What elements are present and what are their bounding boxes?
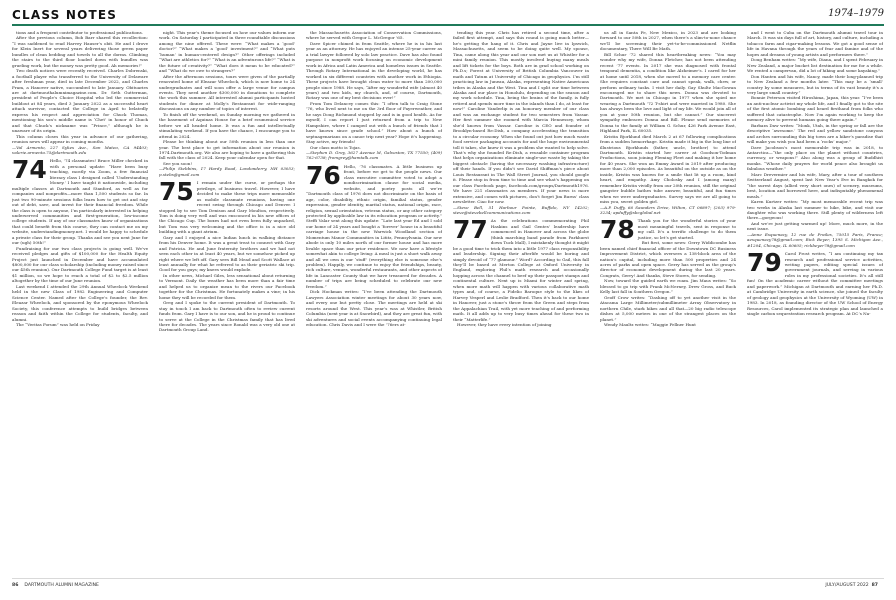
class-secretary-signature: —Philip Stebbins, 17 Hardy Road, Londonderry, NH 03053; p.stebs@gmail.com bbox=[159, 166, 295, 177]
paragraph: Bill Schur ’72 shared this heartbreaking news: “You may wonder why my wife, Donna Fletcher, has not been attending recent ’77 events. In 2017 she was diagnosed with frontal temporal dementia, a condition like Alzheimer’s. I cared for her at home until 2018, when she moved to a memory care center. She requires constant care and cannot speak, walk, chew, or perform ordinary tasks. I visit her daily. Gay Shultz MacGowan encouraged me to share this news. Donna was devoted to Dartmouth. We met in Chicago in 1977 when she spied me wearing a Dartmouth ’72 T-shirt and were married in 1980. She has always been the love and light of my life. We would join all of you at your 50th reunion, but she cannot.” Our sincerest sympathy embraces Donna and Bill. Please send memories of Donna to the family at William G. Schur, 426 Park Avenue East, Highland Park, IL 60035. bbox=[600, 51, 736, 134]
class-entry bbox=[600, 215, 736, 245]
paragraph: Two death notices were recently received. Charles Dobrenski, a football player who transferred to the University of Delaware after freshman year, died in late December 2022, and Charles Fram, a Hanover native, succumbed to late January. Obituaries are at dartmouthalumnimagazine.com. Dr. Seth Gutterman, president of People’s Choice Hospital who led the commercial buildout at 84 years, died 3 January 2022 as a successful heart attack survivor, contacted the College in April to belatedly express his respect and appreciation for Chuck Thomas, mentioning his son’s middle name is ‘Chet’ in honor of Chuck and that Chuck’s nickname was “Prince,” although he is unaware of its origin. bbox=[12, 68, 148, 134]
paragraph: night. This year’s theme focused on how our values inform our work. On Saturday I participated in three roundtable discussions among the nine offered. These were: “What makes a ‘good’ doctor?” “What makes a ‘good’ investment?” and “What puts ‘human’ in human-centered design?” Other offerings included “What are athletics for?” “What is an adventurous life?” “What is the future of creativity?” “What does it mean to be educated?” and “What do we owe to strangers?” bbox=[159, 30, 295, 74]
paragraph: Barbara Daw writes: “Monk, Utah, in the spring or fall are the descriptive ‘awesome.’ The red and yellow sandstone canyons and arches surrounding this big town are a hiker’s paradise that will make you wish you had been a ‘rocks’ major.” bbox=[747, 122, 883, 145]
text-column-2 bbox=[159, 30, 295, 574]
class-year-number: 76 bbox=[306, 160, 341, 190]
entry-text: As the celebrations commemorating Phil Haskins and Gail Gentes’ leadership have commenced in Hanover and across the globe (think marching band parade from Parkhurst down Tuck Mall), I mistakenly thought it might be a good time to trick them into a little 1977 class responsibility and leadership. Signing their afterlife would be boring and simply devoid of “77 glamour.” Word? According to Gail, this fall they’ll be based at Merton College at Oxford University in England, exploring Phil’s math research and occasionally hopping across the channel to beef up their passport stamps and continental culture. Next up is Miami for winter and spring, when more math will happen with various collaborative math types and, of course, a Fidelio Baroque style to the likes of Harvey Vesperl and Leslie Bradford. Then it’s back to our home in Hanover, just a stone’s throw from the Green and steps from the Appalachian Trail, with yet more teaching of and performing math. It all adds up to very busy times ahead for these two in their “Matterlife.” bbox=[453, 218, 589, 322]
paragraph: This column closes this year in advance of our gathering, reunion news will appear in coming months. bbox=[12, 133, 148, 145]
class-secretary-signature: —A.P. Duffy, 66 Saunders Drive, Wilton, CT 06897; (203) 979-3234; apduffy@sbcglobal.net bbox=[600, 204, 736, 215]
class-year-number: 74 bbox=[12, 155, 47, 185]
entry-text: Hello, ’76 classmates. A little business up front, before we get to the people news. Our class executive committee voted to adopt a nondiscrimination clause for social media, website, and poetry posts all we’re “Dartmouth class of 1976 does not discriminate on the basis of age, color, disability, ethnic origin, familial status, gender expression, gender identity, marital status, national origin, race, religion, sexual orientation, veteran status, or any other category protected by applicable law in its education program or activity.” Steffi Valar sent along this update: “Late last year Ed and I sold our home of 24 years and bought a ‘forever’ house in a beautiful carriage house in the new Warwick Woodland section of Momentum Manor Communities in Lititz, Pennsylvania. Our new abode is only 10 miles north of our former house and has more livable space than our prior residence. We now have a lifestyle somewhat akin to college living: A meal is just a short walk away and all we own is our ‘stuff’ (everything else is someone else’s problem). Happily, we continue to enjoy the friendships, beauty, rich culture, venues, wonderful restaurants, and other aspects of life in Lancaster County that we have treasured for decades. A number of trips are being scheduled to celebrate our new freedom.” bbox=[306, 163, 442, 289]
class-entry bbox=[159, 177, 295, 235]
paragraph: After the afternoon sessions, tours were given of the partially renovated home of Eleazar Wheelock, which is now home to 24 undergraduates and will soon offer a large venue for campus events. They need another $300,000 in donations to complete the work this summer. All interested alumni participants hosted students for dinner at Molly’s Restaurant for wide-ranging discussions on any number of topics of interest. bbox=[159, 73, 295, 112]
paragraph: Wendy Maultz writes: “Maggie Fellner Hunt bbox=[604, 322, 696, 328]
footer-right bbox=[825, 583, 884, 588]
paragraph: In other news, Michael Giles, less sensational about returning to Vermont. Daily the weather has been more than a fair time and helped us to organize mean to the rivers our Facebook together for the Christmas. He fortunately makes a vine; in his home they will be recorded for them. bbox=[159, 272, 295, 300]
text-column-5 bbox=[600, 30, 736, 574]
page-footer bbox=[12, 578, 884, 593]
paragraph: However, they have every intention of joining bbox=[457, 322, 552, 328]
class-secretary-signature: —Val Armento, 227 Sykes Ave., San Mateo, CA 94403; valerie.armento.75@dartmouth.edu bbox=[12, 144, 148, 155]
paragraph: After the previous column, Bob Barr shared this recollection: “I was saddened to read Harvey Hauser’s obit. He and I drove for Klein Inert for several years delivering those green paper bundles of clean bedding and towels to all the dorms. Climbing the stairs to the third floor loaded down with bundles was grueling work, but the money was pretty good. Ah memories!” bbox=[12, 35, 148, 68]
entry-text: I remain under the curse, or perhaps the privilege, of business travel. However, I have decided to make these trips more memorable as mobile classmate reunions, having one recent swing through Chicago and Denver. I stopped by to see Tom Denison and Gary Moulton, respectively. Tom is doing very well and was ensconced in his new offices of the Chicago Cup. The boxes had not even been fully unpacked, but Tom was very welcoming and the office is in a nice old building with a giant atrium. bbox=[159, 180, 295, 235]
class-entry bbox=[453, 215, 589, 322]
text-column-4 bbox=[453, 30, 589, 574]
paragraph: The “Veritas Forum” was held on Friday bbox=[16, 322, 100, 328]
header-rule bbox=[12, 24, 884, 26]
paragraph: Greg and I spoke to the current president of Dartmouth. To stay in touch I am back to Dartmouth often to review current funds from. Gary I have is to our son, and he is proud to continue to serve at the College in the Christmas family that has lived there for decades. The years since Ronald was a very old one at Dartmouth Group Land. bbox=[159, 300, 295, 333]
entry-text: Hello, ’74 classmates! Bruce Miller checked in with a personal update: “Have been busy teaching, mostly via Zoom, a few financial literacy class I designed called ‘Understanding Money.’ I have taught it nationwide, including multiple classes at Dartmouth and Stanford, as well as for companies and nonprofits—more than 1,500 students so far. In just two 90-minute sessions folks learn how to get out and stay out of debt, save, and invest for their financial freedom. While the class is open to anyone, I’m particularly interested in helping underserved communities and first-generation, low-income college students. If any of our classmates know of organizations that could benefit from this course, they can contact me on my website, understandingmoney.net. I would be happy to schedule a private class for their group. Thanks and see you next June for our (ugh) 50th!” bbox=[12, 158, 148, 246]
text-column-6 bbox=[747, 30, 883, 574]
class-year-number: 79 bbox=[747, 248, 782, 278]
left-page-number: 86 bbox=[12, 583, 19, 588]
paragraph: and I went to Cuba on the Dartmouth alumni travel tour in March. It was six days full of art, history, and culture, including a tobacco farm and cigar-making lessons. We got a good sense of life in Havana through the years of fear and famine and of the hopes and dreams of young artists and performers there.” bbox=[747, 30, 883, 57]
paragraph: Gary and I enjoyed a nice Indian lunch in walking distance from his Denver home. It was a great treat to connect with Gary and Patricia. He and June fraternity brothers and we had not seen each other in at least 40 years, but we somehow picked up right where we left off. Gary sees Bill Mead and Scott Wallace at least annually for what he referred to as their geriatric ski trip. Good for you guys; my knees would explode. bbox=[159, 234, 295, 273]
paragraph: tions and a frequent contributor to professional publications. bbox=[16, 30, 144, 35]
right-page-number: 87 bbox=[871, 583, 878, 588]
class-year-number: 77 bbox=[453, 215, 488, 245]
paragraph: tending this year. Chris has retired a second time, after a failed first attempt, and says this round is going much better—he’s getting the hang of it. Chris and Jayne live in Ipswich, Massachusetts, and seem to be doing quite well. My spouse, Tina, came along this year and our son met us at Whistler for a mini family reunion. This mostly involved buying many meals and lift tickets for the boys. Both are in grad school working on Ph.D.s; Forest at University of British Columbia Vancouver in math and Tatum at University of Chicago in geophysics. I’m still practicing law in Juneau, Alaska, representing Native Americans tribes in Alaska and the West. Tina and I split our time between Alaska and our place in Honolulu, depending on the season and my work schedule. Tina, being the brains of the family, is fully retired and spends more time in the islands than I do, at least for now!” Caroline Vanderlip is an honorary member of our class and was an exchange student for two semesters from Vassar. Her first summer she roomed with Marcia Hennessey, whom she’d known from Vassar. Caroline is CEO and founder of Brooklyn-based Re:Dish, a company accelerating the transition to a circular economy. When she found out just how much waste food service packaging accounts for and the huge environmental toll it takes, she knew it was a problem she wanted to help solve. That’s why she founded Re:Dish, a reusable container program that helps organizations eliminate single-use waste by taking the biggest obstacle (having the necessary washing infrastructure) off their hands. If you didn’t see David Shiffman’s piece about Louis Restaurant in The Wall Street Journal, you should google it. Please stop in from time to time and see what’s happening on our class Facebook page, facebook.com/groups/Dartmouth1976. We have 221 classmates as members. If your news is more extensive, and comes with pictures, don’t forget Jim Burns’ class newsletter. Ciao for now. bbox=[453, 30, 589, 205]
paragraph: See you soon! bbox=[163, 160, 192, 166]
entry-text: Thank you for the wonderful stories of your most meaningful travels, sent in response to my call. It’s a terrific challenge to do them justice, so let’s get started. bbox=[637, 218, 736, 240]
class-years-range: 1974–1979 bbox=[828, 8, 884, 19]
class-entry bbox=[747, 248, 883, 317]
paragraph: Bonnie Peterson visited Hiroshima, Japan, this year. “I’ve been an anti-nuclear activist my whole life, and I finally got to the site of the first atomic bombing and heard firsthand from folks who suffered that catastrophe. Now I’m again working to keep the memory alive to prevent humans going there again.” bbox=[747, 95, 883, 123]
paragraph: From Tom Delancey comes this: “I often talk to Craig Stone ’76, who lived next to me on the 3rd floor of Fayerweather, and he says Doug Richmond stopped by and is in good health. As for myself, I can report I just returned from a trip to New Hampshire, where I camped out with a bunch of friends that I have known since grade school.” How about a bunch of septuagenarians on a canoe trip next year? Hope it’s happening. Stay active, my friends! bbox=[306, 100, 442, 145]
paragraph: But first, some news: Gerry Widdicombe has been named chief financial officer of the Downtown DC Business Improvement District, which oversees a 138-block area of the nation’s capital, including more than 500 properties and 24 acres of parks and open space. Gerry has served as the group’s director of economic development during the last 20 years. Congrats, Gerry! And thanks, Steve Stores, for sending. bbox=[600, 240, 736, 278]
paragraph: Please be thinking about our 50th reunion in less than one year. The best place to get information about our reunion is 1974.Dartmouth.org. We also are hoping to have a gathering this fall with the class of 2024. Keep your calendar open for that. bbox=[159, 139, 295, 161]
class-entry bbox=[12, 155, 148, 246]
paragraph: Geoff Crow writes: “Dashing off to yet another visit in the Atacama Large Millimeter/submillimeter Array Observatory in northern Chile, stark hikes and all that—20 big radio telescope dishes at 5,000 meters in one of the strangest places on the planet.” bbox=[600, 294, 736, 322]
class-entry bbox=[306, 160, 442, 289]
paragraph: Dave Jacobson’s most memorable trip was in 2018, to Antarctica—“the only place on the planet without countries, currency, or weapons!” Also along was a group of Buddhist monks. “Whose daily prayers for world peace also brought us fabulous weather.” bbox=[747, 144, 883, 172]
paragraph: Our class motto is Tojas. bbox=[310, 144, 361, 150]
entry-text: Carol Frost writes, “I am continuing my tax research and professional service activities, writing papers, editing special issues of government journals, and serving in various roles in my professional societies. It’s all still fun! On the academic career without the committee meetings and paperwork.” Michigan at Dartmouth and earning her Ph.D. at Cambridge University in earth science, she joined the faculty of geology and geophysics at the University of Wyoming (UW) in 1983. In 2018, as founding director of the UW School of Energy Resources, Carol implemented its strategic plan and launched a single carbon sequestration research program. At DC’s Na- bbox=[747, 251, 883, 317]
text-column-3 bbox=[306, 30, 442, 574]
paragraph: To finish off the weekend, on Sunday morning we gathered in the basement of Aquinas House for a brief ecumenical service before we all headed home. It was a fun and intellectually stimulating weekend. If you have the chance, I encourage you to attend in 2024. bbox=[159, 111, 295, 139]
paragraph: Fundraising for our two class projects is going well. We’ve received pledges and gifts of $100,000 for the Health Equity Project just launched in December and have accumulated $800,000 for our class scholarship (including money raised since our 45th reunion). Our Dartmouth College Fund target is at least $1 million, so we hope to reach a total of $2 to $2.5 million altogether by the time of our June reunion. bbox=[12, 245, 148, 284]
class-year-number: 75 bbox=[159, 177, 194, 207]
footer-left bbox=[12, 583, 99, 588]
paragraph: the Massachusetts Association of Conservation Commissions, where he served with Gregor L. McGregor ’65. bbox=[306, 30, 442, 41]
paragraph: Doug Benham writes: “My wife, Diana, and I spent February in New Zealand, a major bucket list destination for me for a while. We rented a campervan, did a lot of hiking and some kayaking.” bbox=[747, 57, 883, 74]
paragraph: Dick Hockman writes: “I’ve been attending the Dartmouth Lawyers Association winter meetings for about 30 years now, and every one but pretty close. The meetings are held at ski resorts around the West. This year’s was at Whistler, British Columbia (next year is at Snowbird), and they are great fun, with ski adventures and social events accompanying continuing legal education. Chris Davis and I were the ’76ers at- bbox=[306, 289, 442, 328]
paragraph: And we’re just getting warmed up! More, much more, in the next issue. bbox=[747, 220, 883, 232]
class-secretary-signature: —Stephen D. Grey, 3627 Avenue M, Galveston, TX 77550; (409) 762-6738; fromgrey@hamtalk.com bbox=[306, 149, 442, 161]
paragraph: Now, toward the guided earth we roam. Jim Maus writes: “So blessed to go trip with Frank McNerney, Drew Gross, and Buck Kelly last fall in Southern Oregon.” bbox=[600, 278, 736, 295]
text-column-1 bbox=[12, 30, 148, 574]
paragraph: Don Hanten and his wife, Nancy, made their long-planned trip to New Zealand a few months later. “This may be a ‘small’ country by some measures, but in terms of its vast beauty it’s a very large small country.” bbox=[747, 73, 883, 95]
paragraph: Dave Spicer chimed in from Seattle, where he is in his last year as an attorney. He has enjoyed an intense 25-year career as a trial lawyer followed by solo law practice. Dave has also found purpose in nonprofit work focusing on economic development work in Africa and Latin America and homeless issues in Seattle. Through Rotary International in the developing world, he has worked in six different countries with another work in Ethiopia. These projects have brought clean water to more than 200,000 people since 1988. He says, “After my wonderful wife (almost 40 years) and two kids, my church, and, of course, Dartmouth, Rotary was one of my best decisions ever!” bbox=[306, 40, 442, 101]
section-title: CLASS NOTES bbox=[12, 8, 118, 22]
paragraph: us all in Santa Fe, New Mexico, in 2023 and are looking forward to our 50th in 2027, when there’s a slim-to-none chance we’ll be screening their yet-to-be-commissioned Netflix documentary, There Will Be Math. bbox=[600, 30, 736, 52]
class-notes-columns bbox=[12, 30, 884, 574]
paragraph: Kristin Bjorklund died March 2 at 67 following complications from a sudden hemorrhage. Kristin made it big in the long line of illustrious Bjorklunds (father, uncle, brother) to attend Dartmouth. Kristin started her career at Goodson-Todman Productions, soon joining Fleming Fleet and making it her home for 40 years. She won an Emmy Award in 2019 after producing more than 2,000 episodes. As beautiful on the outside as on the inside, Kristin was known for a smile that lit up a room, kind heart, and empathy. Amy Cholosky and I (among many) remember Kristin vividly from our 20th reunion, still the original gangster bubble bathes tube answer, beautiful, and fun times when we were undergraduates. Survey says we are all going to miss you, sweet golden girl. bbox=[600, 133, 736, 205]
publication-name: DARTMOUTH ALUMNI MAGAZINE bbox=[24, 583, 99, 588]
paragraph: Karen Kurtzer writes: “My most memorable recent trip was two weeks in Alaska last summer to hike, bike, and visit our daughter who was working there. Still plenty of wilderness left there—gorgeous! bbox=[747, 199, 883, 221]
paragraph: Marc Drevermier and his wife, Mary, after a tour of southern Switzerland August, spent last New Year’s Eve in Bangkok for “the surest days (allied very short ones) of scenery, museums, best, location and borrowed here, and indisputably phenomenal meals.” bbox=[747, 171, 883, 199]
class-year-number: 78 bbox=[600, 215, 635, 245]
class-secretary-signature: —Anne Esquenazy, 12 rue de Prailes, 75015 Paris, France; aesquenazy78@gmail.com; Rick Beyer, 1395 S. Michigan Ave., #1204, Chicago, IL 60605; rickbeyer78@gmail.com bbox=[747, 231, 883, 248]
class-secretary-signature: —Steve Bell, 51 Harbour Pointe, Buffalo, NY 14202; steve@stevebellcommunications.com bbox=[453, 204, 589, 215]
paragraph: Last weekend I attended the 29th Annual Wheelock Weekend held in the new Class of 1982 Engineering and Computer Science Center. Named after the College’s founder, the Rev. Eleazar Wheelock, and sponsored by the eponymous Wheelock Society, this conference attempts to build bridges between reason and faith within the College for students, faculty, and alumni. bbox=[12, 283, 148, 322]
issue-date: JULY/AUGUST 2022 bbox=[825, 583, 869, 588]
